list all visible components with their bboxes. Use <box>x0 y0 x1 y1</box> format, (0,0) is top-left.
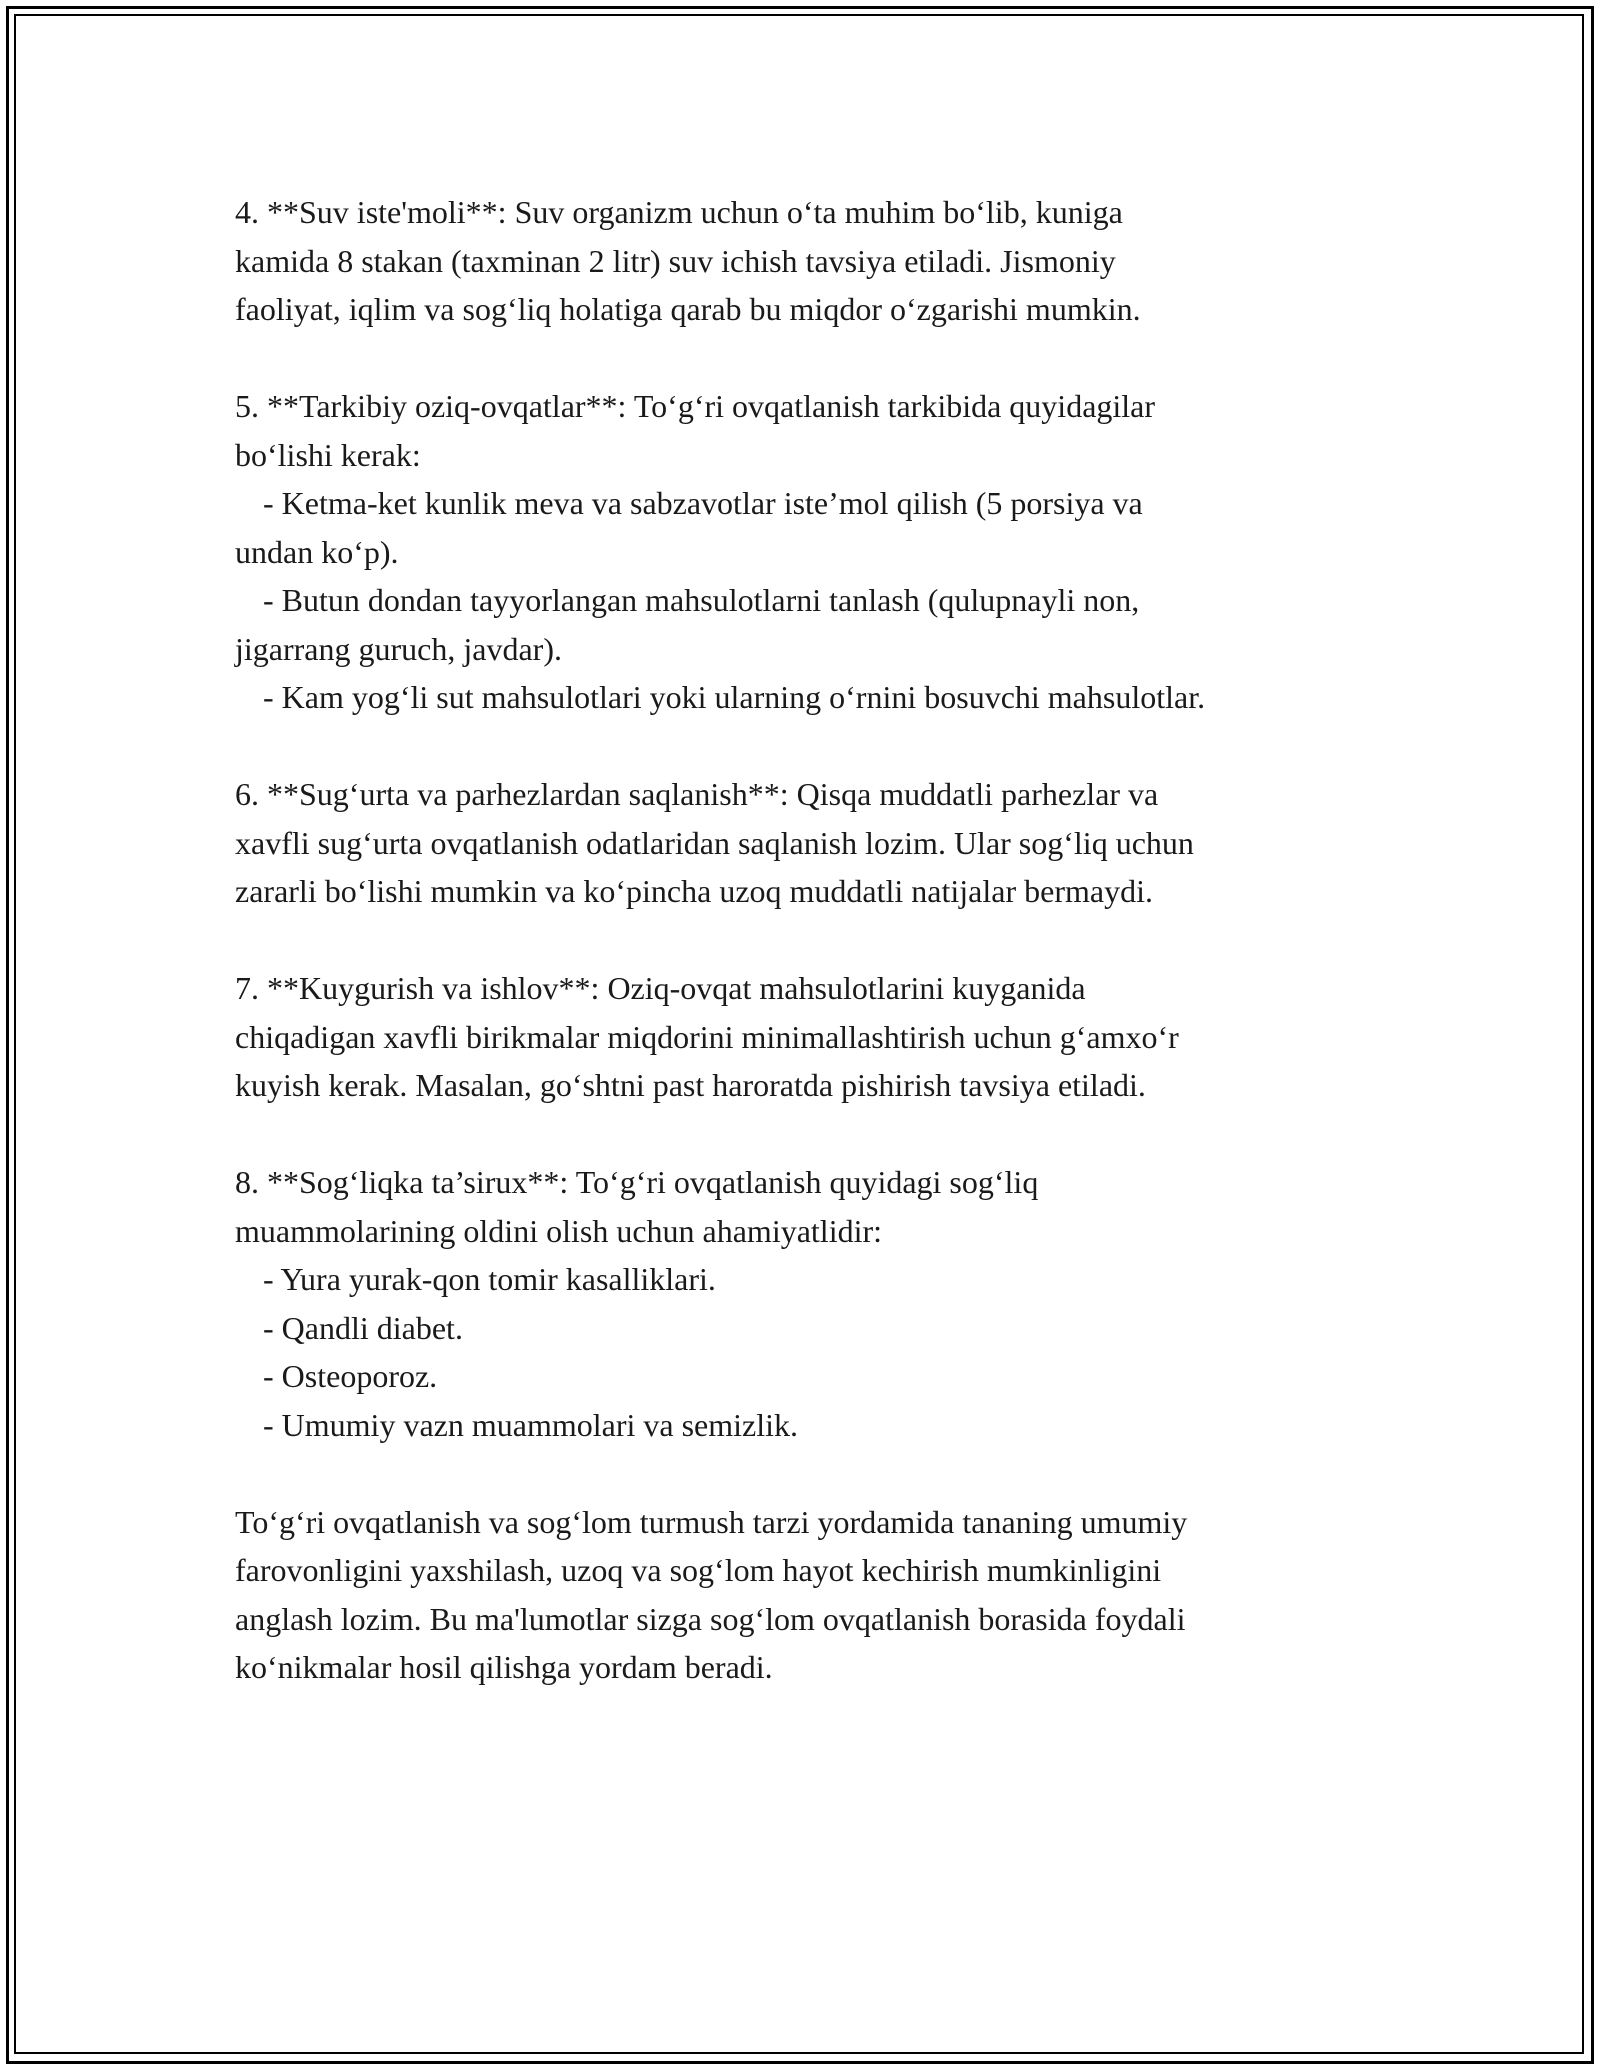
text-line: muammolarining oldini olish uchun ahamiyatlidir: <box>235 1212 883 1249</box>
text-line: kamida 8 stakan (taxminan 2 litr) suv ichish tavsiya etiladi. Jismoniy <box>235 242 1116 279</box>
text-line: chiqadigan xavfli birikmalar miqdorini minimallashtirish uchun g‘amxo‘r <box>235 1018 1179 1055</box>
list-item: - Yura yurak-qon tomir kasalliklari. <box>263 1261 716 1297</box>
text-line: farovonligini yaxshilash, uzoq va sog‘lom hayot kechirish mumkinligini <box>235 1552 1162 1588</box>
text-line: ko‘nikmalar hosil qilishga yordam beradi. <box>235 1649 773 1685</box>
text-line: 8. **Sog‘liqka ta’sirux**: To‘g‘ri ovqatlanish quyidagi sog‘liq <box>235 1164 1039 1200</box>
text-line: To‘g‘ri ovqatlanish va sog‘lom turmush tarzi yordamida tananing umumiy <box>235 1503 1188 1540</box>
section-diets <box>235 770 1365 916</box>
text-line: faoliyat, iqlim va sog‘liq holatiga qarab bu miqdor o‘zgarishi mumkin. <box>235 291 1141 327</box>
section-conclusion <box>235 1498 1365 1692</box>
list-item: - Ketma-ket kunlik meva va sabzavotlar iste’mol qilish (5 porsiya va <box>263 485 1143 521</box>
text-line: anglash lozim. Bu ma'lumotlar sizga sog‘lom ovqatlanish borasida foydali <box>235 1600 1186 1637</box>
text-line: 5. **Tarkibiy oziq-ovqatlar**: To‘g‘ri ovqatlanish tarkibida quyidagilar <box>235 388 1156 424</box>
document-body <box>235 188 1365 1740</box>
section-food-components <box>235 382 1365 722</box>
list-item: - Umumiy vazn muammolari va semizlik. <box>263 1406 798 1443</box>
list-item: - Qandli diabet. <box>263 1309 463 1346</box>
text-line: xavfli sug‘urta ovqatlanish odatlaridan saqlanish lozim. Ular sog‘liq uchun <box>235 824 1194 861</box>
list-item: - Osteoporoz. <box>263 1358 438 1394</box>
section-water-intake <box>235 188 1365 334</box>
section-cooking <box>235 964 1365 1110</box>
list-item: - Butun dondan tayyorlangan mahsulotlarni tanlash (qulupnayli non, <box>263 582 1140 618</box>
text-line: bo‘lishi kerak: <box>235 436 421 473</box>
text-line: jigarrang guruch, javdar). <box>235 630 562 667</box>
text-line: 7. **Kuygurish va ishlov**: Oziq-ovqat mahsulotlarini kuyganida <box>235 970 1086 1006</box>
text-line: zararli bo‘lishi mumkin va ko‘pincha uzoq muddatli natijalar bermaydi. <box>235 873 1153 909</box>
list-item: - Kam yog‘li sut mahsulotlari yoki ularning o‘rnini bosuvchi mahsulotlar. <box>263 679 1206 715</box>
text-line: 4. **Suv iste'moli**: Suv organizm uchun o‘ta muhim bo‘lib, kuniga <box>235 194 1123 230</box>
text-line: kuyish kerak. Masalan, go‘shtni past haroratda pishirish tavsiya etiladi. <box>235 1067 1146 1103</box>
section-health-impact <box>235 1158 1365 1449</box>
text-line: 6. **Sug‘urta va parhezlardan saqlanish**: Qisqa muddatli parhezlar va <box>235 776 1159 812</box>
text-line: undan ko‘p). <box>235 533 399 570</box>
